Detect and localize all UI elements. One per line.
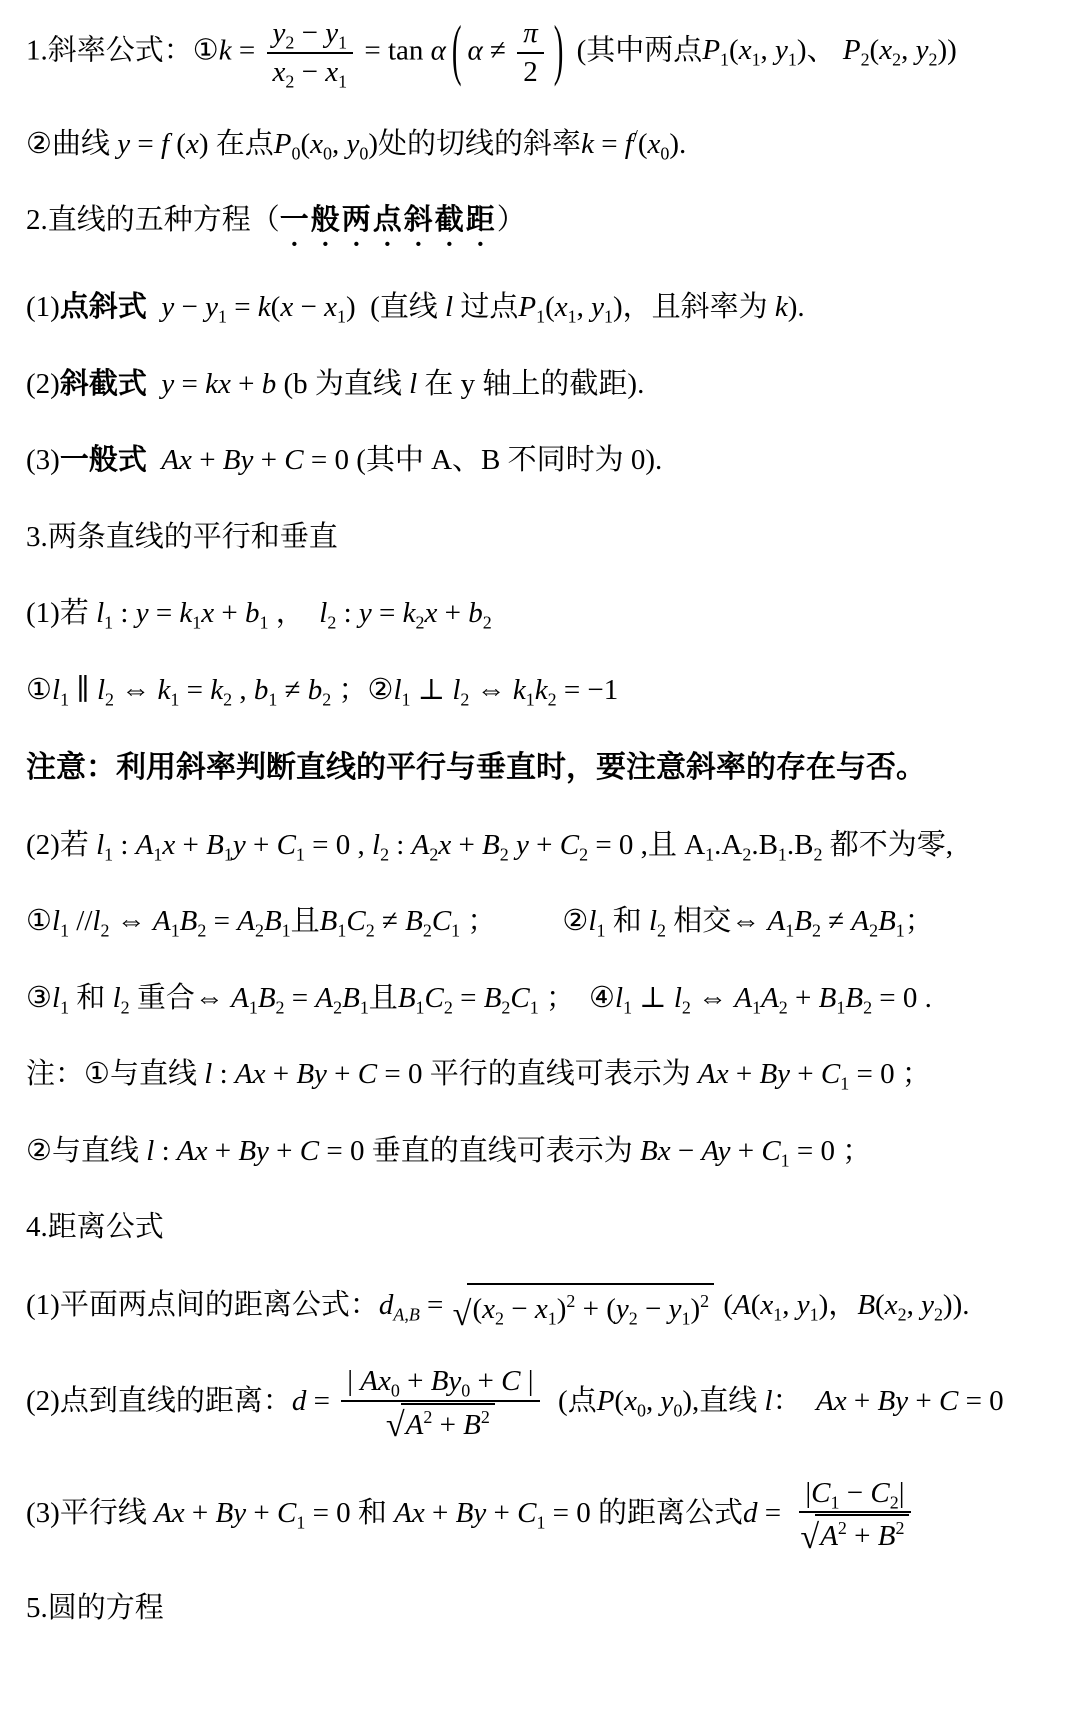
note-perpendicular-line-form: ②与直线 l : Ax + By + C = 0 垂直的直线可表示为 $Bx - Ay + C_1 = 0$ ；: [26, 1134, 872, 1170]
section-5-heading: 5.圆的方程: [26, 1592, 164, 1625]
two-lines-general-given: (2)若 $l_1$ : $A_1x + B_1y + C_1 = 0$ , $l_2$ : $A_2x + B_2$ $y + C_2 = 0$ ,且 $A_1.A_2.B_1.B_2$ 都不为零,: [26, 828, 953, 864]
note-slope-existence: 注意：利用斜率判断直线的平行与垂直时，要注意斜率的存在与否。: [26, 751, 926, 785]
point-slope-form: (1)点斜式 $y - y_1 = k(x - x_1)$ (直线 l 过点$P_1(x_1$, $y_1$)，且斜率为 k).: [26, 291, 805, 327]
two-point-distance-formula: (1)平面两点间的距离公式：$d_{A,B}$ = √ $(x_2 - x_1)^2 + (y_2 - y_1)^2$ ($A(x_1$, $y_1$)，$B(x_2$, $y_2$)).: [26, 1283, 1072, 1332]
section-3-heading: 3.两条直线的平行和垂直: [26, 520, 338, 553]
section-2-heading: 2.直线的五种方程（一般两点斜截距）: [26, 204, 526, 237]
document-body: [26, 13, 1072, 1631]
slope-intercept-form: (2)斜截式 y = kx + b (b 为直线 l 在 y 轴上的截距).: [26, 367, 645, 400]
slope-formula: 1.斜率公式：①k = $\frac{y_2 - y_1}{x_2 - x_1}$ = tan α ( α ≠ $\frac{\pi}{2}$ ) (其中两点$P_1(x_1$, $y_1$)、 $P_2(x_2$, $y_2$)): [26, 13, 957, 92]
point-line-distance-formula: (2)点到直线的距离：d = | $Ax_0 + By_0 + C$ | √ $A^2 + B^2$ (点$P(x_0$, $y_0$),直线 l： Ax + By + C = 0: [26, 1365, 1004, 1445]
two-lines-given: (1)若 $l_1$ : $y = k_1x + b_1$ ， $l_2$ : $y = k_2x + b_2$: [26, 597, 492, 633]
parallel-perpendicular-slope: $①l_1$ ∥ $l_2$ ⇔ $k_1 = k_2$ , $b_1 \ne b_2$ ；$②l_1$ ⊥ $l_2$ ⇔ $k_1k_2 = -1$: [26, 673, 619, 709]
coincide-perpendicular-conditions: $③l_1$ 和 $l_2$ 重合⇔ $A_1B_2 = A_2B_1$且$B_1C_2 = B_2C_1$ ； $④l_1$ ⊥ $l_2$ ⇔ $A_1A_2 + B_1B_2 = 0$ .: [26, 981, 932, 1017]
general-form: (3)一般式 Ax + By + C = 0 (其中 A、B 不同时为 0).: [26, 444, 663, 477]
tangent-slope: ②曲线 y = f (x) 在点$P_0(x_0$, $y_0$)处的切线的斜率$k = f^/(x_0)$.: [26, 125, 687, 163]
parallel-lines-distance-formula: (3)平行线 $Ax + By + C_1 = 0$ 和 $Ax + By + C_1 = 0$ 的距离公式d = $|C_1 - C_2|$ √ $A^2 + B^2$: [26, 1476, 1072, 1555]
section-4-heading: 4.距离公式: [26, 1211, 164, 1244]
note-parallel-line-form: 注：①与直线 l : Ax + By + C = 0 平行的直线可表示为 $Ax + By + C_1 = 0$ ；: [26, 1058, 931, 1094]
parallel-intersect-conditions: $①l_1$ $//l_2$ ⇔ $A_1B_2 = A_2B_1$且$B_1C_2 \ne B_2C_1$ ； $②l_1$ 和 $l_2$ 相交⇔ $A_1B_2 \ne A_2B_1$；: [26, 905, 934, 941]
